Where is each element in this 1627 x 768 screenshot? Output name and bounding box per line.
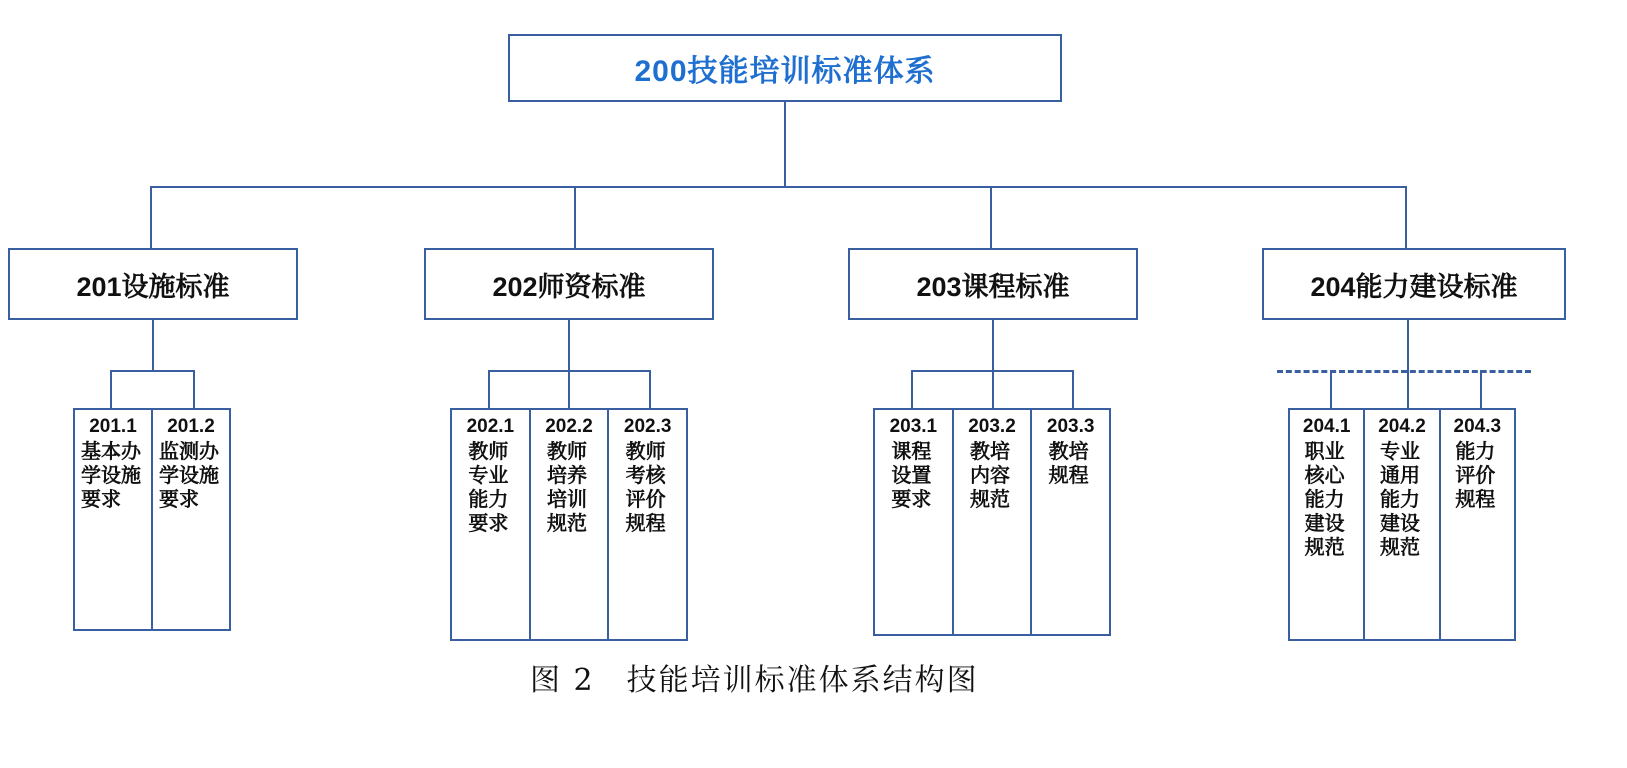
leaf-201-2-code: 201.2 xyxy=(167,416,215,437)
leaf-202-2-text: 教师培养培训规范 xyxy=(547,441,587,536)
node-root[interactable] xyxy=(508,34,1062,102)
leaf-201-2-text: 监测办学设施要求 xyxy=(159,441,219,512)
leaf-204-1-text: 职业核心能力建设规范 xyxy=(1304,441,1345,560)
connector-b1-stem xyxy=(152,320,154,371)
leaf-204-3-code: 204.3 xyxy=(1453,416,1502,437)
leaf-203-1-text: 课程设置要求 xyxy=(891,441,932,512)
node-branch-4-label: 204能力建设标准 xyxy=(1310,271,1518,302)
leaf-201-1-code: 201.1 xyxy=(89,416,137,437)
leaf-204-2[interactable] xyxy=(1365,410,1440,639)
leafgroup-branch-4 xyxy=(1288,408,1516,641)
connector-b3-leaf-2 xyxy=(992,370,994,408)
leafgroup-branch-2 xyxy=(450,408,688,641)
connector-b3-stem xyxy=(992,320,994,371)
leaf-204-1-code: 204.1 xyxy=(1302,416,1351,437)
connector-drop-2 xyxy=(574,186,576,248)
node-branch-3[interactable] xyxy=(848,248,1138,320)
connector-b1-bus xyxy=(110,370,195,372)
connector-drop-4 xyxy=(1405,186,1407,248)
connector-b3-leaf-3 xyxy=(1072,370,1074,408)
leaf-201-1[interactable] xyxy=(75,410,153,629)
connector-b4-leaf-1 xyxy=(1330,370,1332,408)
connector-b1-leaf-1 xyxy=(110,370,112,408)
connector-b4-leaf-2 xyxy=(1407,370,1409,408)
connector-b2-leaf-3 xyxy=(649,370,651,408)
connector-b3-leaf-1 xyxy=(911,370,913,408)
leaf-202-3[interactable] xyxy=(609,410,686,639)
leaf-202-3-code: 202.3 xyxy=(623,416,672,437)
leaf-202-1-text: 教师专业能力要求 xyxy=(468,441,509,536)
leaf-203-2-text: 教培内容规范 xyxy=(970,441,1010,512)
node-branch-1-label: 201设施标准 xyxy=(76,271,230,302)
connector-b2-stem xyxy=(568,320,570,371)
leaf-203-1-code: 203.1 xyxy=(889,416,938,437)
connector-root-stem xyxy=(784,102,786,187)
connector-b4-leaf-3 xyxy=(1480,370,1482,408)
connector-b2-leaf-1 xyxy=(488,370,490,408)
leaf-202-1[interactable] xyxy=(452,410,531,639)
connector-b2-leaf-2 xyxy=(568,370,570,408)
connector-b4-stem xyxy=(1407,320,1409,371)
leaf-204-2-text: 专业通用能力建设规范 xyxy=(1379,441,1420,560)
node-root-label: 200技能培训标准体系 xyxy=(634,55,936,88)
connector-drop-3 xyxy=(990,186,992,248)
leaf-202-1-code: 202.1 xyxy=(466,416,515,437)
leaf-203-2-code: 203.2 xyxy=(968,416,1016,437)
node-branch-1[interactable] xyxy=(8,248,298,320)
connector-b4-bus-dashed xyxy=(1277,370,1531,373)
leaf-204-2-code: 204.2 xyxy=(1378,416,1426,437)
connector-drop-1 xyxy=(150,186,152,248)
connector-main-bus xyxy=(150,186,1406,188)
node-branch-4[interactable] xyxy=(1262,248,1566,320)
leaf-202-2-code: 202.2 xyxy=(545,416,593,437)
leaf-204-3-text: 能力评价规程 xyxy=(1455,441,1496,512)
figure-caption: 图 2 技能培训标准体系结构图 xyxy=(530,663,979,698)
leaf-202-2[interactable] xyxy=(531,410,610,639)
leaf-203-3[interactable] xyxy=(1032,410,1109,634)
leaf-204-1[interactable] xyxy=(1290,410,1365,639)
leaf-203-1[interactable] xyxy=(875,410,954,634)
leaf-201-1-text: 基本办学设施要求 xyxy=(81,441,141,512)
leaf-203-2[interactable] xyxy=(954,410,1033,634)
node-branch-2[interactable] xyxy=(424,248,714,320)
leafgroup-branch-1 xyxy=(73,408,231,631)
leaf-202-3-text: 教师考核评价规程 xyxy=(625,441,666,536)
leaf-203-3-code: 203.3 xyxy=(1046,416,1095,437)
leaf-203-3-text: 教培规程 xyxy=(1048,441,1089,488)
leaf-201-2[interactable] xyxy=(153,410,229,629)
node-branch-3-label: 203课程标准 xyxy=(916,271,1070,302)
leafgroup-branch-3 xyxy=(873,408,1111,636)
connector-b1-leaf-2 xyxy=(193,370,195,408)
node-branch-2-label: 202师资标准 xyxy=(492,271,646,302)
leaf-204-3[interactable] xyxy=(1441,410,1514,639)
